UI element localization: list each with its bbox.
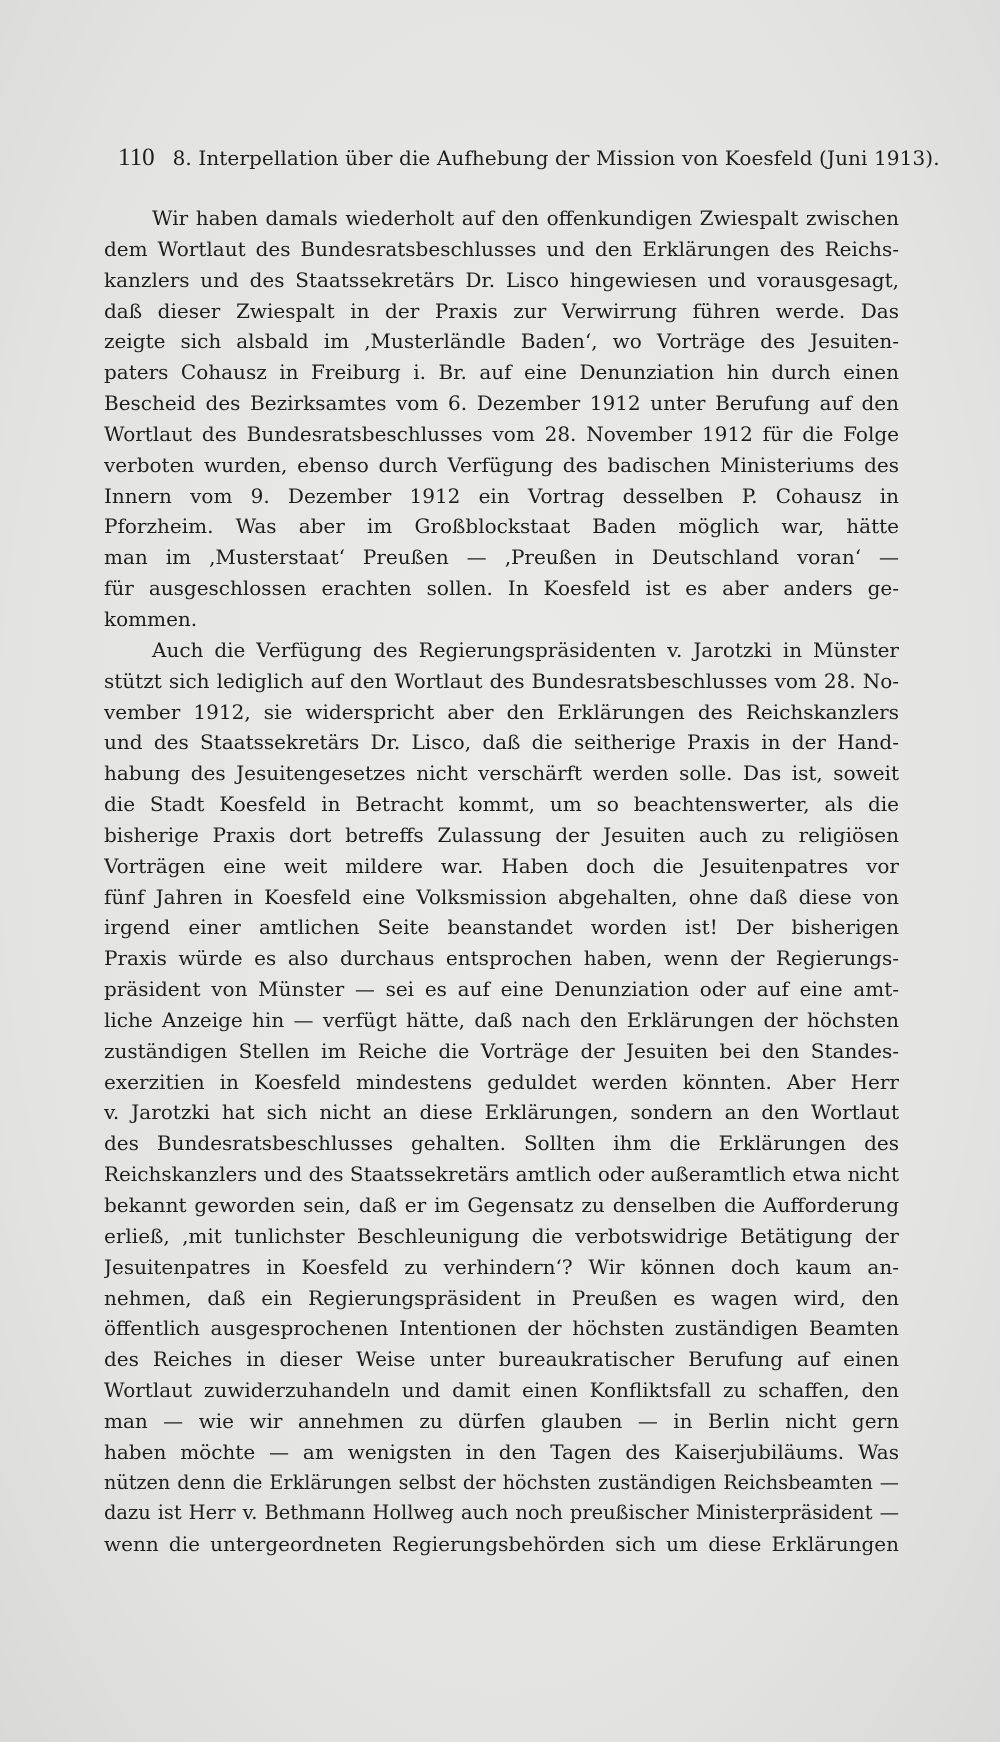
text-line: daß dieser Zwiespalt in der Praxis zur Verwirrung führen werde. Das [104, 298, 899, 323]
text-line: wenn die untergeordneten Regierungsbehörden sich um diese Erklärungen [104, 1532, 899, 1557]
text-line: Innern vom 9. Dezember 1912 ein Vortrag desselben P. Cohausz in [104, 483, 899, 508]
text-line: dem Wortlaut des Bundesratsbeschlusses und den Erklärungen des Reichs- [104, 236, 899, 261]
text-line: Bescheid des Bezirksamtes vom 6. Dezember 1912 unter Berufung auf den [104, 391, 899, 416]
text-line: zeigte sich alsbald im ‚Musterländle Baden‘, wo Vorträge des Jesuiten- [104, 329, 899, 354]
text-line: exerzitien in Koesfeld mindestens geduldet werden könnten. Aber Herr [104, 1069, 899, 1094]
text-line: Wir haben damals wiederholt auf den offenkundigen Zwiespalt zwischen [152, 206, 899, 230]
text-line: paters Cohausz in Freiburg i. Br. auf eine Denunziation hin durch einen [104, 360, 899, 385]
text-line: vember 1912, sie widerspricht aber den Erklärungen des Reichskanzlers [104, 699, 899, 724]
text-line: bekannt geworden sein, daß er im Gegensatz zu denselben die Aufforderung [104, 1193, 899, 1217]
text-line: Wortlaut zuwiderzuhandeln und damit einen Konfliktsfall zu schaffen, den [104, 1378, 899, 1403]
text-line: man im ‚Musterstaat‘ Preußen — ‚Preußen in Deutschland voran‘ — [104, 545, 899, 570]
text-line: fünf Jahren in Koesfeld eine Volksmission abgehalten, ohne daß diese von [104, 884, 899, 909]
text-line: stützt sich lediglich auf den Wortlaut des Bundesratsbeschlusses vom 28. No- [104, 668, 899, 693]
text-line: Auch die Verfügung des Regierungspräsidenten v. Jarotzki in Münster [152, 637, 899, 662]
text-line: kommen. [104, 606, 198, 631]
text-line: man — wie wir annehmen zu dürfen glauben — in Berlin nicht gern [104, 1408, 899, 1433]
text-line: und des Staatssekretärs Dr. Lisco, daß die seitherige Praxis in der Hand- [104, 730, 899, 755]
text-line: nehmen, daß ein Regierungspräsident in Preußen es wagen wird, den [104, 1285, 899, 1310]
text-line: Pforzheim. Was aber im Großblockstaat Baden möglich war, hätte [104, 514, 899, 539]
text-line: die Stadt Koesfeld in Betracht kommt, um so beachtenswerter, als die [104, 792, 899, 817]
text-line: des Reiches in dieser Weise unter bureaukratischer Berufung auf einen [104, 1347, 899, 1372]
page-number: 110 [118, 144, 155, 171]
running-head: 8. Interpellation über die Aufhebung der Mission von Koesfeld (Juni 1913). [172, 146, 940, 170]
text-line: nützen denn die Erklärungen selbst der höchsten zuständigen Reichsbeamten — [104, 1470, 899, 1494]
text-line: Vorträgen eine weit mildere war. Haben doch die Jesuitenpatres vor [104, 853, 899, 878]
text-line: kanzlers und des Staatssekretärs Dr. Lisco hingewiesen und vorausgesagt, [104, 267, 899, 292]
text-line: Jesuitenpatres in Koesfeld zu verhindern‘? Wir können doch kaum an- [104, 1254, 899, 1279]
text-line: öffentlich ausgesprochenen Intentionen der höchsten zuständigen Beamten [104, 1316, 899, 1341]
text-line: dazu ist Herr v. Bethmann Hollweg auch noch preußischer Ministerpräsident — [104, 1501, 899, 1525]
page-header [118, 144, 940, 178]
text-line: erließ, ‚mit tunlichster Beschleunigung die verbotswidrige Betätigung der [104, 1223, 899, 1248]
text-line: habung des Jesuitengesetzes nicht verschärft werden solle. Das ist, soweit [104, 761, 899, 786]
body-text [104, 203, 899, 1560]
text-line: haben möchte — am wenigsten in den Tagen des Kaiserjubiläums. Was [104, 1439, 899, 1464]
text-line: irgend einer amtlichen Seite beanstandet worden ist! Der bisherigen [104, 915, 899, 940]
text-line: Praxis würde es also durchaus entsprochen haben, wenn der Regierungs- [104, 946, 899, 971]
text-line: verboten wurden, ebenso durch Verfügung des badischen Ministeriums des [104, 452, 899, 477]
text-line: Reichskanzlers und des Staatssekretärs amtlich oder außeramtlich etwa nicht [104, 1162, 899, 1187]
text-line: liche Anzeige hin — verfügt hätte, daß nach den Erklärungen der höchsten [104, 1007, 899, 1032]
text-line: Wortlaut des Bundesratsbeschlusses vom 28. November 1912 für die Folge [104, 421, 899, 446]
text-line: des Bundesratsbeschlusses gehalten. Sollten ihm die Erklärungen des [104, 1131, 899, 1156]
text-line: für ausgeschlossen erachten sollen. In Koesfeld ist es aber anders ge- [104, 576, 899, 601]
text-line: zuständigen Stellen im Reiche die Vorträge der Jesuiten bei den Standes- [104, 1038, 899, 1063]
text-line: präsident von Münster — sei es auf eine Denunziation oder auf eine amt- [104, 977, 899, 1002]
text-line: bisherige Praxis dort betreffs Zulassung der Jesuiten auch zu religiösen [104, 822, 899, 847]
text-line: v. Jarotzki hat sich nicht an diese Erklärungen, sondern an den Wortlaut [104, 1100, 899, 1125]
